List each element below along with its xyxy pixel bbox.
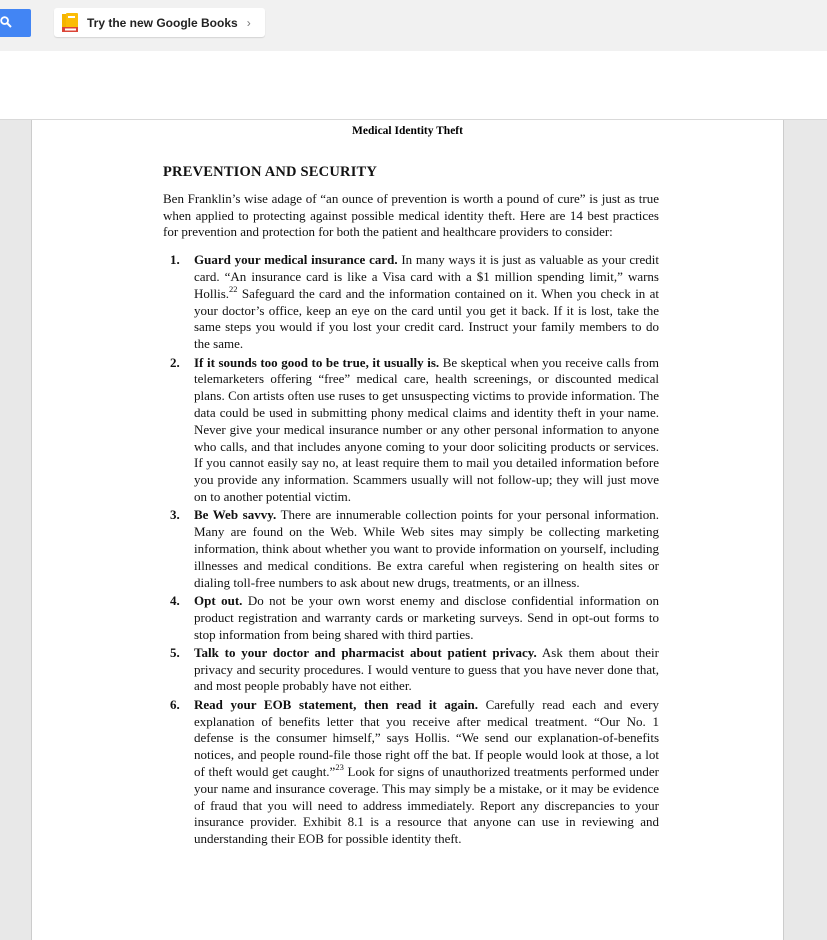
item-text: In many ways it is just as valuable as your credit card. “An insurance card is like a Visa card with a $1 million spending limit,” warns Hollis. — [194, 252, 659, 301]
google-books-icon — [62, 13, 78, 32]
item-number: 2. — [170, 354, 180, 370]
book-page — [31, 120, 784, 940]
item-number: 3. — [170, 507, 180, 523]
footnote-ref: 23 — [335, 762, 344, 773]
item-text: Carefully read each and every explanation of benefits letter that you receive after medical treatment. “Our No. 1 defense is the consumer himself,” says Hollis. “We send our explanation-of-benefits notices, and people round-file those right off the bat. If people would look at those, a lot of theft would get caught.” — [194, 696, 659, 780]
top-toolbar — [0, 0, 827, 51]
try-new-google-books-link[interactable] — [54, 8, 265, 37]
item-text-cont: Look for signs of unauthorized treatments performed under your name and insurance coverage. This may simply be a mistake, or it may be evidence of fraud that you will need to address immediately. Report any discrepancies to your insurance provider. Exhibit 8.1 is a resource that anyone can use in reviewing and understanding their EOB for possible identity theft. — [194, 764, 659, 847]
item-number: 1. — [170, 252, 180, 268]
promo-label: Try the new Google Books — [87, 15, 238, 30]
item-lead: Read your EOB statement, then read it again. — [194, 696, 478, 712]
item-number: 6. — [170, 696, 180, 712]
intro-paragraph: Ben Franklin’s wise adage of “an ounce of prevention is worth a pound of cure” is just as true when applied to protecting against possible medical identity theft. Here are 14 best practices for prevention and protection for both the patient and healthcare providers to consider: — [163, 190, 659, 240]
list-item — [163, 593, 659, 643]
item-number: 4. — [170, 592, 180, 608]
list-item — [163, 697, 659, 848]
item-text: Be skeptical when you receive calls from telemarketers offering “free” medical care, health screenings, or discounted medical plans. Con artists often use ruses to get unsuspecting victims to provide information. The data could be used in submitting phony medical claims and identity theft in your name. Never give your medical insurance number or any other personal information to anyone who calls, and that includes anyone coming to your door soliciting products or services. If you cannot easily say no, at least require them to mail you detailed information before you provide any information. Scammers usually will not follow-up; they will just move on to another potential victim. — [194, 354, 659, 504]
best-practices-list — [163, 252, 659, 848]
running-head: Medical Identity Theft — [352, 125, 463, 137]
item-lead: Talk to your doctor and pharmacist about patient privacy. — [194, 644, 537, 660]
section-title: PREVENTION AND SECURITY — [163, 164, 378, 180]
item-text-cont: Safeguard the card and the information contained on it. When you check in at your doctor’s office, keep an eye on the card until you get it back. If it is lost, take the same steps you would if you lost your credit card. Instruct your family members to do the same. — [194, 285, 659, 352]
page-content — [163, 164, 659, 850]
item-text: Ask them about their privacy and security procedures. I would venture to guess that you have never done that, and most people probably have not either. — [194, 644, 659, 694]
item-lead: If it sounds too good to be true, it usually is. — [194, 354, 440, 370]
search-icon — [0, 16, 13, 29]
search-button[interactable] — [0, 9, 31, 37]
footnote-ref: 22 — [229, 283, 238, 294]
list-item — [163, 645, 659, 695]
item-number: 5. — [170, 644, 180, 660]
item-text: There are innumerable collection points for your personal information. Many are found on the Web. While Web sites may simply be collecting marketing information, think about whether you want to provide information on yourself, including illnesses and medical conditions. Be extra careful when registering on health sites or dialing toll-free numbers to ask about new drugs, treatments, or an illness. — [194, 507, 659, 590]
header-band — [0, 51, 827, 120]
chevron-right-icon: › — [246, 15, 251, 30]
item-lead: Be Web savvy. — [194, 507, 277, 523]
item-lead: Guard your medical insurance card. — [194, 252, 398, 268]
item-lead: Opt out. — [194, 592, 243, 608]
list-item — [163, 355, 659, 506]
list-item — [163, 507, 659, 591]
list-item — [163, 252, 659, 353]
item-text: Do not be your own worst enemy and disclose confidential information on product registration and warranty cards or marketing surveys. Send in opt-out forms to stop information from being shared with third parties. — [194, 592, 659, 642]
